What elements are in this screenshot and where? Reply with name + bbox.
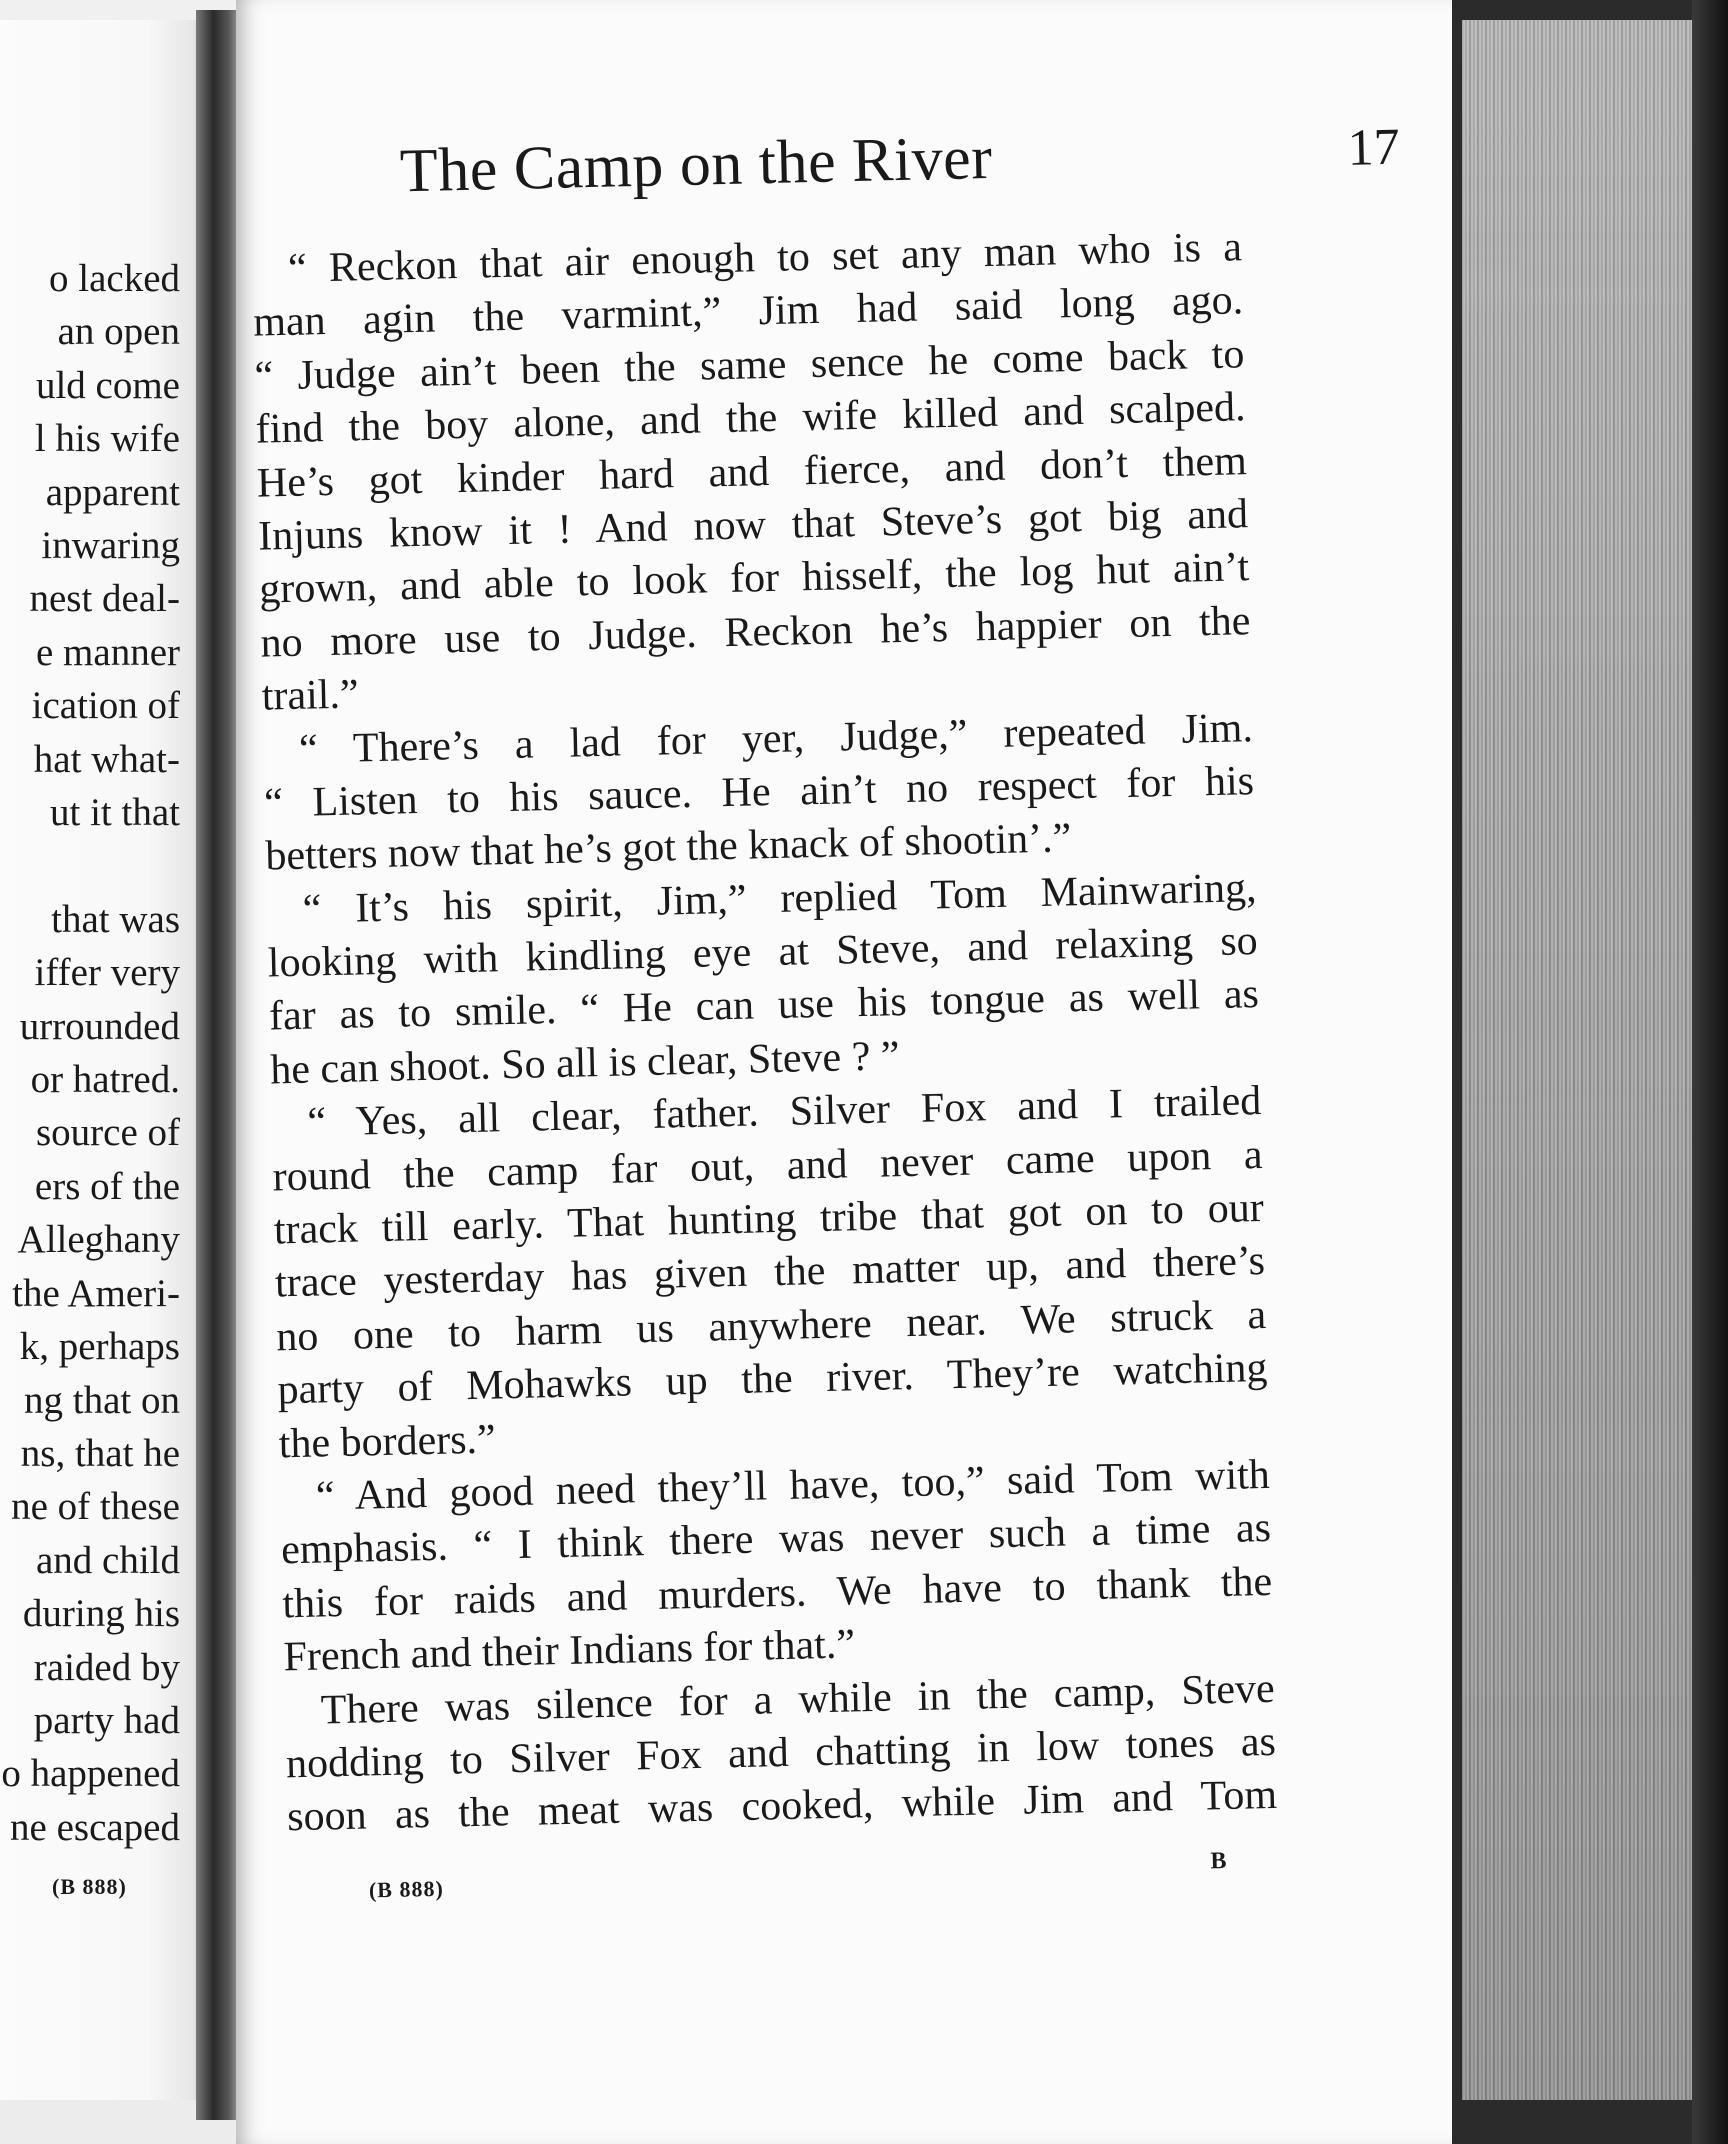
left-page-line: k, perhaps xyxy=(19,1325,180,1369)
paragraph-first-line: There was silence for a while in the camp, Steve xyxy=(320,1665,1276,1734)
book-page-edges xyxy=(1452,0,1728,2144)
left-page-line: ns, that he xyxy=(20,1431,180,1475)
left-page-line: hat what- xyxy=(33,737,180,781)
paragraph-first-line: “ Yes, all clear, father. Silver Fox and I trailed xyxy=(306,1078,1262,1146)
left-page-line: ers of the xyxy=(34,1164,180,1208)
running-header xyxy=(399,114,1401,217)
text-line: trail.” xyxy=(261,671,360,720)
text-line: betters now that he’s got the knack of shootin’.” xyxy=(264,815,1072,880)
left-page-line: ne escaped xyxy=(10,1805,180,1849)
left-page-line: apparent xyxy=(45,470,180,514)
paragraph-first-line: “ There’s a lad for yer, Judge,” repeated Jim. xyxy=(298,704,1254,773)
printer-signature-mark: (B 888) xyxy=(368,1875,445,1903)
left-page-line: iffer very xyxy=(34,951,180,995)
left-page-line: and child xyxy=(35,1538,180,1582)
text-line: no one to harm us anywhere near. We struck a xyxy=(275,1291,1267,1361)
left-page-line: Alleghany xyxy=(17,1218,180,1262)
left-page-line: inwaring xyxy=(41,524,180,568)
left-page-line: uld come xyxy=(35,363,180,407)
left-page-line: o happened xyxy=(1,1752,180,1796)
left-page-signature-mark: (B 888) xyxy=(52,1874,127,1899)
page-footer xyxy=(289,1848,1280,1919)
text-line: He’s got kinder hard and fierce, and don’t them xyxy=(256,437,1248,507)
paragraph-first-line: “ It’s his spirit, Jim,” replied Tom Mainwaring, xyxy=(302,864,1257,933)
book-cover-edge xyxy=(1692,0,1728,2144)
left-facing-page xyxy=(0,20,210,2100)
text-line: far as to smile. “ He can use his tongue as well as xyxy=(268,971,1260,1040)
text-line: Injuns know it ! And now that Steve’s got big and xyxy=(257,491,1249,560)
text-line: grown, and able to look for hisself, the log hut ain’t xyxy=(258,544,1250,613)
text-line: find the boy alone, and the wife killed and scalped. xyxy=(255,384,1247,453)
left-page-text xyxy=(0,252,180,1854)
text-line: soon as the meat was cooked, while Jim and Tom xyxy=(286,1772,1278,1841)
page-stack-shading xyxy=(1462,20,1692,2100)
text-line: “ Judge ain’t been the same sence he come back to xyxy=(254,331,1245,400)
text-line: party of Mohawks up the river. They’re watching xyxy=(277,1345,1268,1414)
page-content xyxy=(236,0,1500,2143)
text-line: French and their Indians for that.” xyxy=(283,1621,856,1681)
page-number: 17 xyxy=(1347,118,1401,177)
text-line: “ Listen to his sauce. He ain’t no respect for his xyxy=(263,758,1255,827)
left-page-line: an open xyxy=(57,310,180,354)
body-text xyxy=(252,221,1278,1845)
left-page-line: party had xyxy=(33,1698,180,1742)
left-page-line: that was xyxy=(51,897,180,941)
gathering-signature-letter: B xyxy=(1210,1848,1227,1875)
right-page xyxy=(236,0,1452,2144)
text-line: he can shoot. So all is clear, Steve ? ” xyxy=(269,1033,900,1094)
left-page-line: ne of these xyxy=(11,1485,180,1529)
left-page-line: ut it that xyxy=(50,791,180,835)
text-line: emphasis. “ I think there was never such a time as xyxy=(280,1505,1272,1574)
text-line: man agin the varmint,” Jim had said long ago. xyxy=(252,277,1244,347)
text-line: round the camp far out, and never came upon a xyxy=(272,1131,1263,1201)
paragraph-first-line: “ Reckon that air enough to set any man who is a xyxy=(287,224,1243,292)
left-page-line: during his xyxy=(22,1592,180,1636)
text-line: the borders.” xyxy=(278,1416,497,1467)
left-page-line: l his wife xyxy=(34,417,180,461)
text-line: track till early. That hunting tribe that got on to our xyxy=(273,1185,1265,1254)
text-line: nodding to Silver Fox and chatting in low tones as xyxy=(285,1718,1277,1788)
left-page-line: ng that on xyxy=(24,1378,180,1422)
left-page-line: raided by xyxy=(33,1645,180,1689)
left-page-line: e manner xyxy=(35,630,180,674)
left-page-line: source of xyxy=(35,1111,180,1155)
left-page-blank-line xyxy=(0,839,180,892)
running-title: The Camp on the River xyxy=(399,123,994,206)
left-page-line: urrounded xyxy=(19,1004,180,1048)
text-line: looking with kindling eye at Steve, and relaxing so xyxy=(267,918,1259,987)
paragraph-first-line: “ And good need they’ll have, too,” said Tom with xyxy=(315,1451,1271,1520)
text-line: trace yesterday has given the matter up, and there’s xyxy=(274,1238,1266,1307)
left-page-line: nest deal- xyxy=(29,577,180,621)
text-line: this for raids and murders. We have to thank the xyxy=(281,1558,1273,1628)
text-line: no more use to Judge. Reckon he’s happier on the xyxy=(260,597,1251,667)
left-page-line: ication of xyxy=(31,684,180,728)
left-page-line: or hatred. xyxy=(30,1058,180,1102)
left-page-line: o lacked xyxy=(48,257,180,300)
left-page-line: the Ameri- xyxy=(12,1271,180,1315)
